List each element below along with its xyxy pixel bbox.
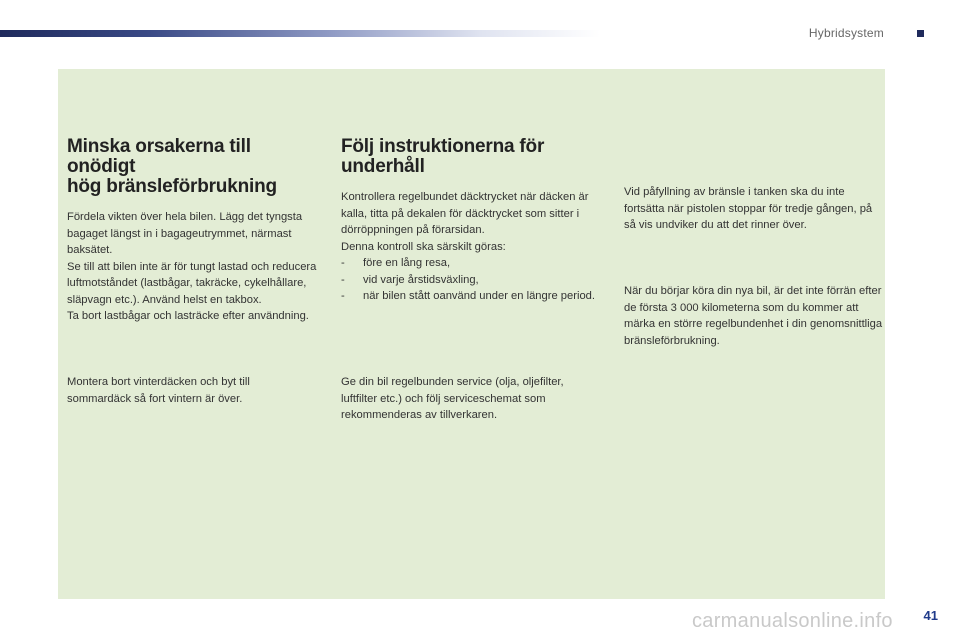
page-number: 41: [923, 608, 938, 623]
middle-column: [341, 137, 603, 305]
list-item: - vid varje årstidsväxling,: [341, 272, 603, 289]
right-paragraph-1: Vid påfyllning av bränsle i tanken ska du inte fortsätta när pistolen stoppar för tredje gången, på så vis undviker du att det rinner över.: [624, 186, 873, 231]
list-item: - när bilen stått oanvänd under en längre period.: [341, 288, 603, 305]
middle-paragraph-1: Kontrollera regelbundet däcktrycket när däcken är kalla, titta på dekalen för däcktrycket som sitter i dörröppningen på förarsidan.: [341, 191, 589, 236]
section-marker: [917, 30, 924, 37]
list-item: - före en lång resa,: [341, 255, 603, 272]
inspection-list: [341, 255, 603, 305]
watermark: carmanualsonline.info: [692, 610, 893, 632]
header-gradient-bar: [0, 30, 600, 37]
left-column: [67, 137, 322, 325]
right-paragraph-2: När du börjar köra din nya bil, är det inte förrän efter de första 3 000 kilometerna som du kommer att märka en större regelbundenhet i din genomsnittliga bränsleförbrukning.: [624, 285, 883, 347]
content-panel: [58, 69, 885, 599]
middle-paragraph-2: Denna kontroll ska särskilt göras:: [341, 240, 506, 253]
left-paragraph-2: Se till att bilen inte är för tungt lastad och reducera luftmotståndet (lastbågar, takräcke, cykelhållare, släpvagn etc.). Använd helst en takbox.: [67, 260, 317, 306]
left-paragraph-3: Ta bort lastbågar och lasträcke efter användning.: [67, 310, 309, 322]
left-paragraph-1: Fördela vikten över hela bilen. Lägg det tyngsta bagaget längst in i bagageutrymmet, närmast baksätet.: [67, 211, 303, 256]
middle-paragraph-3: Ge din bil regelbunden service (olja, oljefilter, luftfilter etc.) och följ serviceschemat som rekommenderas av tillverkaren.: [341, 376, 564, 421]
middle-heading: Följ instruktionerna för underhåll: [341, 136, 545, 177]
section-title: Hybridsystem: [808, 26, 884, 40]
left-heading: Minska orsakerna till onödigt hög bränsleförbrukning: [67, 136, 277, 197]
left-paragraph-4: Montera bort vinterdäcken och byt till sommardäck så fort vintern är över.: [67, 376, 250, 405]
